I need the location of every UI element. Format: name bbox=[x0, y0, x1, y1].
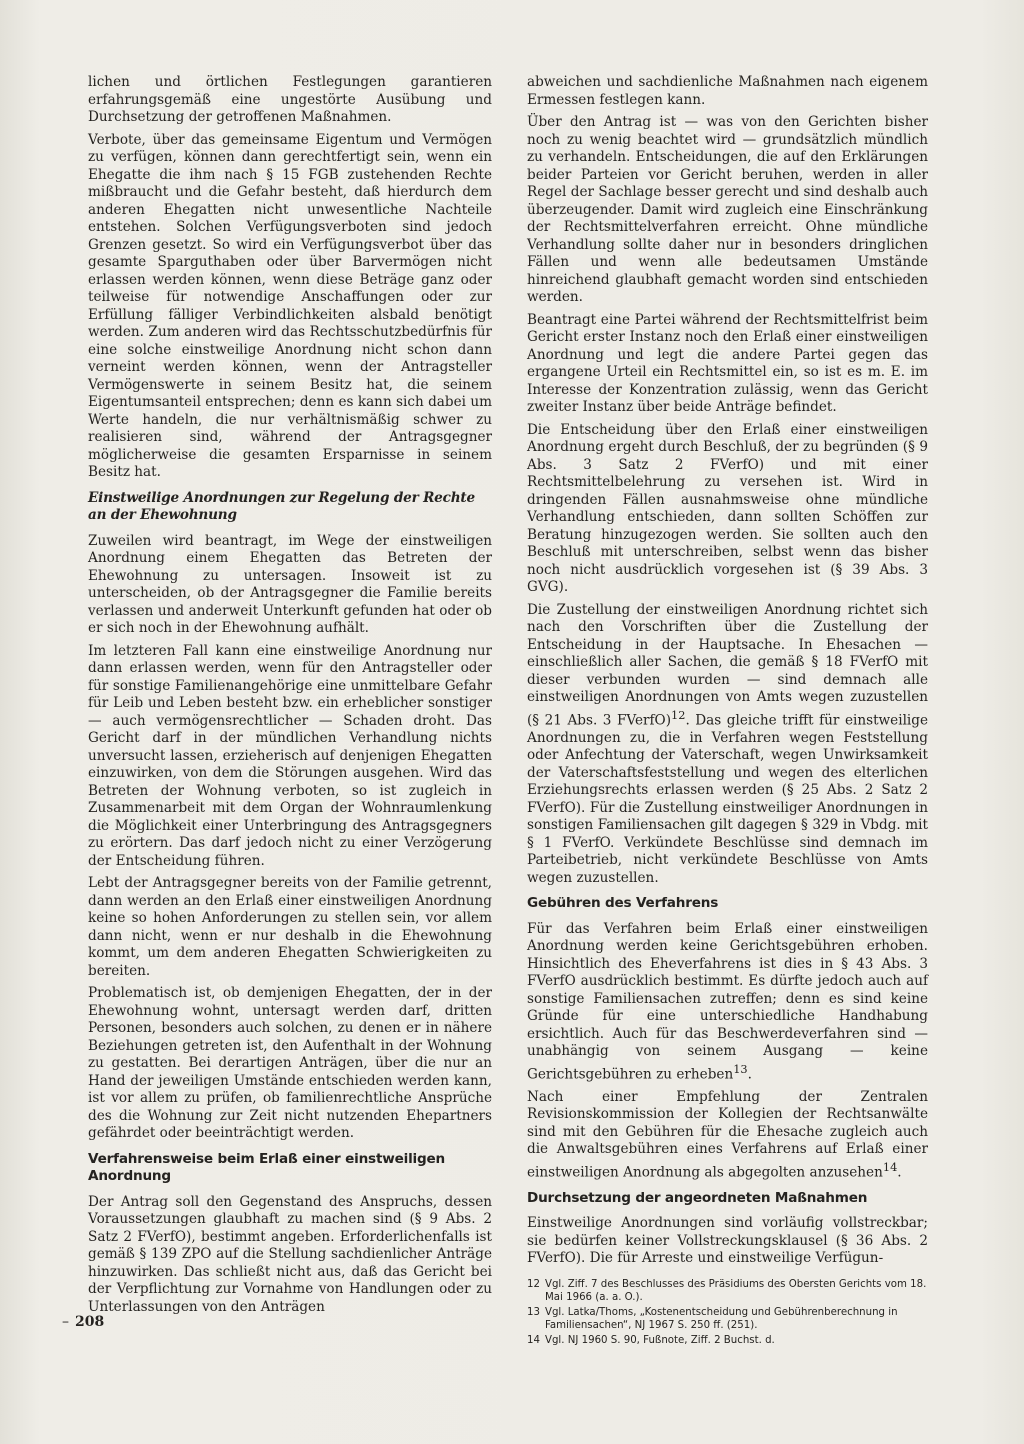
right-paragraph-5-text-a: Die Zustellung der einstweiligen Anordnung richtet sich nach den Vorschriften über die Zustellung der Entscheidung in der Hauptsache. In Ehesachen — einschließlich aller Sachen, die gemäß § 18 FVerfO mit dieser verbunden wurden — sind demnach alle einstweiligen Anordnungen von Amts wegen zuzustellen (§ 21 Abs. 3 FVerfO) bbox=[527, 601, 928, 729]
right-paragraph-6-text-a: Für das Verfahren beim Erlaß einer einstweiligen Anordnung werden keine Gerichtsgebühren erhoben. Hinsichtlich des Eheverfahrens ist dies in § 43 Abs. 3 FVerfO ausdrücklich bestimmt. Es dürfte jedoch auch auf sonstige Familiensachen zutreffen; denn es sind keine Gründe für eine unterschiedliche Handhabung ersichtlich. Auch für das Beschwerdeverfahren sind — unabhängig von seinem Ausgang — keine Gerichtsgebühren zu erheben bbox=[527, 920, 928, 1083]
left-column bbox=[88, 74, 492, 1321]
right-paragraph-6-text-b: . bbox=[747, 1066, 752, 1083]
section-heading-durchsetzung: Durchsetzung der angeordneten Maßnahmen bbox=[527, 1189, 868, 1206]
left-paragraph-4: Im letzteren Fall kann eine einstweilige Anordnung nur dann erlassen werden, wenn für den Antragsteller oder für sonstige Familienangehörige eine unmittelbare Gefahr für Leib und Leben besteht bzw. ein erheblicher sonstiger — auch vermögensrechtlicher — Schaden droht. Das Gericht darf in der mündlichen Verhandlung nichts unversucht lassen, erzieherisch auf denjenigen Ehegatten einzuwirken, von dem die Störungen ausgehen. Wird das Betreten der Wohnung verboten, so ist zugleich in Zusammenarbeit mit dem Organ der Wohnraumlenkung die Möglichkeit einer Unterbringung des Antragsgegners zu erörtern. Das darf jedoch nicht zu einer Verzögerung der Entscheidung führen. bbox=[88, 642, 492, 869]
section-heading-verfahrensweise: Verfahrensweise beim Erlaß einer einstweiligen Anordnung bbox=[88, 1150, 446, 1184]
left-paragraph-7: Der Antrag soll den Gegenstand des Anspruchs, dessen Voraussetzungen glaubhaft zu machen sind (§ 9 Abs. 2 Satz 2 FVerfO), bestimmt angeben. Erforderlichenfalls ist gemäß § 139 ZPO auf die Stellung sachdienlicher Anträge hinzuwirken. Das schließt nicht aus, daß das Gericht bei der Verpflichtung zur Vornahme von Handlungen oder zu Unterlassungen von den Anträgen bbox=[88, 1193, 492, 1315]
right-paragraph-7-text-a: Nach einer Empfehlung der Zentralen Revisionskommission der Kollegien der Rechtsanwälte sind mit den Gebühren für die Ehesache zugleich auch die Anwaltsgebühren eines Verfahrens auf Erlaß einer einstweiligen Anordnung als abgegolten anzusehen bbox=[527, 1088, 928, 1181]
section-heading-gebuehren: Gebühren des Verfahrens bbox=[527, 895, 719, 912]
right-column bbox=[527, 74, 928, 1348]
footnote-ref-14: 14 bbox=[882, 1159, 898, 1174]
page-number-dash: – bbox=[62, 1314, 69, 1330]
right-paragraph-7-text-b: . bbox=[897, 1164, 902, 1181]
footnotes bbox=[527, 1278, 928, 1348]
footnote-12 bbox=[527, 1278, 928, 1305]
footnote-14 bbox=[527, 1334, 928, 1348]
right-paragraph-4: Die Entscheidung über den Erlaß einer einstweiligen Anordnung ergeht durch Beschluß, der zu begründen (§ 9 Abs. 3 Satz 2 FVerfO) und mit einer Rechtsmittelbelehrung zu versehen ist. Wird in dringenden Fällen ausnahmsweise ohne mündliche Verhandlung entschieden, dann sollten Schöffen zur Beratung hinzugezogen werden. Sie sollten auch den Beschluß mit unterschreiben, selbst wenn das bisher noch nicht ausdrücklich vorgesehen ist (§ 39 Abs. 3 GVG). bbox=[527, 421, 928, 595]
left-paragraph-6: Problematisch ist, ob demjenigen Ehegatten, der in der Ehewohnung wohnt, untersagt werden darf, dritten Personen, besonders auch solchen, zu denen er in nähere Beziehungen getreten ist, den Aufenthalt in der Wohnung zu gestatten. Bei derartigen Anträgen, über die nur an Hand der jeweiligen Umstände entschieden werden kann, ist vor allem zu prüfen, ob familienrechtliche Ansprüche des die Wohnung zur Zeit nicht nutzenden Ehepartners gefährdet oder beeinträchtigt werden. bbox=[88, 985, 492, 1141]
footnote-number: 12 bbox=[527, 1278, 540, 1290]
footnote-text: Vgl. Latka/Thoms, „Kostenentscheidung und Gebührenberechnung in Familiensachen“, NJ 1967 S. 250 ff. (251). bbox=[545, 1306, 898, 1332]
footnote-ref-13: 13 bbox=[733, 1061, 748, 1076]
footnote-text: Vgl. NJ 1960 S. 90, Fußnote, Ziff. 2 Buchst. d. bbox=[545, 1334, 775, 1346]
footnote-text: Vgl. Ziff. 7 des Beschlusses des Präsidiums des Obersten Gerichts vom 18. Mai 1966 (a. a. O.). bbox=[545, 1278, 927, 1304]
footnote-13 bbox=[527, 1306, 928, 1333]
footnote-ref-12: 12 bbox=[671, 707, 686, 722]
right-paragraph-5-text-b: . Das gleiche trifft für einstweilige Anordnungen zu, die in Verfahren wegen Feststellung oder Anfechtung der Vaterschaft, wegen Unwirksamkeit der Vaterschaftsfeststellung und wegen des elterlichen Erziehungsrechts erlassen werden (§ 25 Abs. 2 Satz 2 FVerfO). Für die Zustellung einstweiliger Anordnungen in sonstigen Familiensachen gilt dagegen § 329 in Vbdg. mit § 1 FVerfO. Verkündete Beschlüsse sind demnach im Parteibetrieb, nicht verkündete Beschlüsse von Amts wegen zuzustellen. bbox=[527, 712, 929, 886]
right-paragraph-7 bbox=[527, 1089, 928, 1182]
right-paragraph-6 bbox=[527, 921, 928, 1084]
section-heading-ehewohnung: Einstweilige Anordnungen zur Regelung der Rechte an der Ehewohnung bbox=[88, 489, 475, 523]
left-paragraph-1: lichen und örtlichen Festlegungen garantieren erfahrungsgemäß eine ungestörte Ausübung und Durchsetzung der getroffenen Maßnahmen. bbox=[88, 74, 492, 125]
footnote-number: 13 bbox=[527, 1306, 540, 1318]
page-number-value: 208 bbox=[75, 1314, 105, 1330]
right-paragraph-3: Beantragt eine Partei während der Rechtsmittelfrist beim Gericht erster Instanz noch den Erlaß einer einstweiligen Anordnung und legt die andere Partei gegen das ergangene Urteil ein Rechtsmittel ein, so ist es m. E. im Interesse der Konzentration zulässig, wenn das Gericht zweiter Instanz über beide Anträge befindet. bbox=[527, 311, 928, 415]
right-paragraph-2: Über den Antrag ist — was von den Gerichten bisher noch zu wenig beachtet wird — grundsätzlich mündlich zu verhandeln. Entscheidungen, die auf den Erklärungen beider Parteien vor Gericht beruhen, werden in aller Regel der Sachlage besser gerecht und sind deshalb auch überzeugender. Damit wird zugleich eine Einschränkung der Rechtsmittelverfahren erreicht. Ohne mündliche Verhandlung sollte daher nur in besonders dringlichen Fällen und wenn alle bedeutsamen Umstände hinreichend glaubhaft gemacht worden sind entschieden werden. bbox=[527, 114, 928, 305]
left-paragraph-2: Verbote, über das gemeinsame Eigentum und Vermögen zu verfügen, können dann gerechtfertigt sein, wenn ein Ehegatte die ihm nach § 15 FGB zustehenden Rechte mißbraucht und die Gefahr besteht, daß hierdurch dem anderen Ehegatten nicht unwesentliche Nachteile entstehen. Solchen Verfügungsverboten sind jedoch Grenzen gesetzt. So wird ein Verfügungsverbot über das gesamte Sparguthaben oder über Barvermögen nicht erlassen werden können, wenn diese Beträge ganz oder teilweise für notwendige Anschaffungen oder zur Erfüllung fälliger Verbindlichkeiten alsbald benötigt werden. Zum anderen wird das Rechtsschutzbedürfnis für eine solche einstweilige Anordnung nicht schon dann verneint werden können, wenn der Antragsteller Vermögenswerte in seinem Besitz hat, die seinem Eigentumsanteil entsprechen; denn es kann sich dabei um Werte handeln, die nur verhältnismäßig schwer zu realisieren sind, während der Antragsgegner möglicherweise die gesamten Ersparnisse in seinem Besitz hat. bbox=[88, 131, 492, 480]
right-paragraph-8: Einstweilige Anordnungen sind vorläufig vollstreckbar; sie bedürfen keiner Vollstreckungsklausel (§ 36 Abs. 2 FVerfO). Die für Arreste und einstweilige Verfügun- bbox=[527, 1215, 928, 1267]
right-paragraph-5 bbox=[527, 602, 928, 888]
footnote-number: 14 bbox=[527, 1334, 540, 1346]
left-paragraph-3: Zuweilen wird beantragt, im Wege der einstweiligen Anordnung einem Ehegatten das Betreten der Ehewohnung zu untersagen. Insoweit ist zu unterscheiden, ob der Antragsgegner die Familie bereits verlassen und anderweit Unterkunft gefunden hat oder ob er sich noch in der Ehewohnung aufhält. bbox=[88, 532, 492, 636]
page-number bbox=[62, 1314, 104, 1330]
right-paragraph-1: abweichen und sachdienliche Maßnahmen nach eigenem Ermessen festlegen kann. bbox=[527, 74, 928, 108]
left-paragraph-5: Lebt der Antragsgegner bereits von der Familie getrennt, dann werden an den Erlaß einer einstweiligen Anordnung keine so hohen Anforderungen zu stellen sein, vor allem dann nicht, wenn er nur deshalb in die Ehewohnung kommt, um dem anderen Ehegatten Schwierigkeiten zu bereiten. bbox=[88, 875, 492, 979]
